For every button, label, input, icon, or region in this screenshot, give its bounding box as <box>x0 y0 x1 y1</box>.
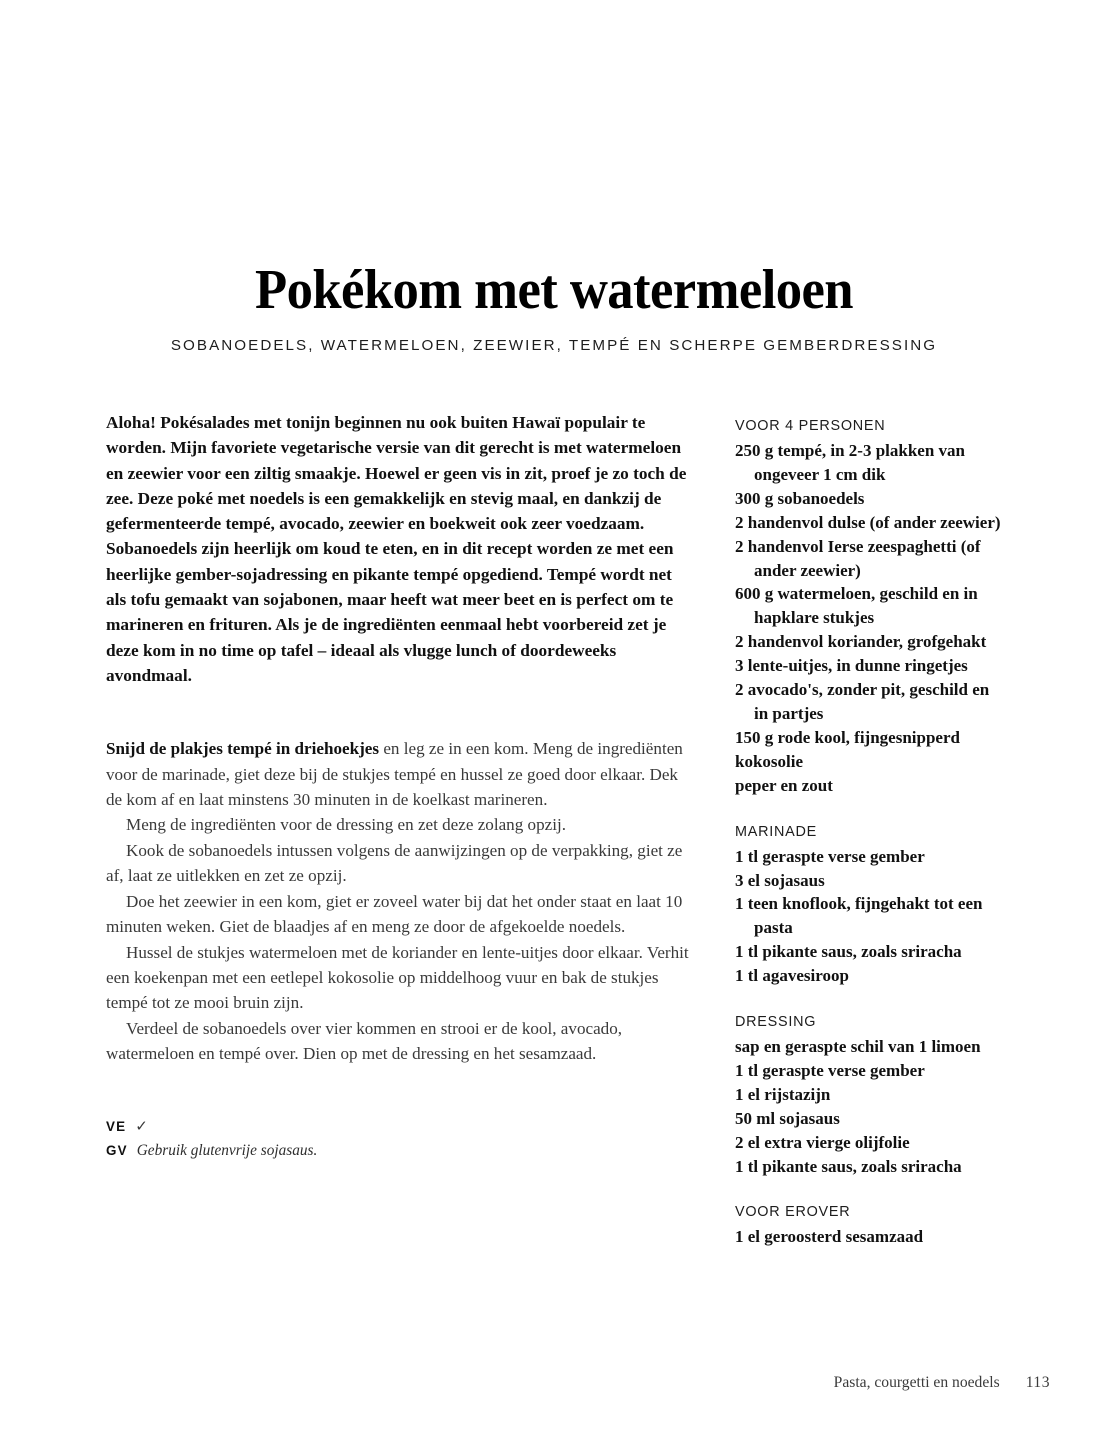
ingredient-item: 2 el extra vierge olijfolie <box>735 1132 910 1152</box>
ingredient-item: 1 teen knoflook, fijngehakt tot een pasta <box>735 894 983 938</box>
ingredient-item: 1 tl geraspte verse gember <box>735 846 925 866</box>
recipe-subtitle: SOBANOEDELS, WATERMELOEN, ZEEWIER, TEMPÉ EN SCHERPE GEMBERDRESSING <box>170 337 938 355</box>
method-step-text: Verdeel de sobanoedels over vier kommen en strooi er de kool, avocado, watermeloen en tempé over. Dien op met de dressing en het sesamzaad. <box>106 1018 623 1064</box>
ingredient-item: 2 handenvol dulse (of ander zeewier) <box>735 512 1001 532</box>
ingredient-list <box>735 845 1005 988</box>
ingredient-list <box>735 1225 1005 1249</box>
method-step <box>106 1016 692 1067</box>
method-step <box>106 736 692 812</box>
method-step-text: Kook de sobanoedels intussen volgens de aanwijzingen op de verpakking, giet ze af, laat ze uitlekken en zet ze opzij. <box>106 840 683 886</box>
ingredient-item: 300 g sobanoedels <box>735 488 865 508</box>
method-step <box>106 838 692 889</box>
ingredient-group <box>735 1204 1005 1249</box>
ingredient-list <box>735 1035 1005 1178</box>
method-step-lead-in: Snijd de plakjes tempé in driehoekjes <box>106 739 380 759</box>
vegan-code: VE <box>106 1118 127 1134</box>
ingredient-item: 2 handenvol koriander, grofgehakt <box>735 632 987 652</box>
method-step-text: Doe het zeewier in een kom, giet er zoveel water bij dat het onder staat en laat 10 minuten weken. Giet de blaadjes af en meng ze door de afgekoelde noedels. <box>106 891 683 937</box>
ingredient-item: 1 el geroosterd sesamzaad <box>735 1227 924 1247</box>
footer-page-number: 113 <box>1025 1374 1050 1391</box>
glutenfree-note: Gebruik glutenvrije sojasaus. <box>136 1141 318 1159</box>
method-step <box>106 812 692 837</box>
intro-paragraph: Aloha! Pokésalades met tonijn beginnen nu ook buiten Hawaï populair te worden. Mijn favoriete vegetarische versie van dit gerecht is met watermeloen en zeewier voor een ziltig smaakje. Hoewel er geen vis in zit, proef je zo toch de zee. Deze poké met noedels is een gemakkelijk en stevig maal, en dankzij de gefermenteerde tempé, avocado, zeewier en boekweit ook zeer voedzaam. Sobanoedels zijn heerlijk om koud te eten, en in dit recept worden ze met een heerlijke gember-sojadressing en pikante tempé opgediend. Tempé wordt net als tofu gemaakt van sojabonen, maar heeft wat meer beet en is perfect om te marineren en frituren. Als je de ingrediënten eenmaal hebt voorbereid zet je deze kom in no time op tafel – ideaal als vlugge lunch of doordeweeks avondmaal. <box>106 413 687 685</box>
ingredient-item: 2 avocado's, zonder pit, geschild en in partjes <box>735 680 990 723</box>
diet-row-vegan <box>106 1119 692 1135</box>
ingredient-group-heading: VOOR 4 PERSONEN <box>735 418 886 434</box>
ingredient-item: 1 tl agavesiroop <box>735 966 849 986</box>
ingredient-item: 150 g rode kool, fijngesnipperd <box>735 727 960 747</box>
method-step-text: Meng de ingrediënten voor de dressing en zet deze zolang opzij. <box>126 815 567 835</box>
footer-chapter: Pasta, courgetti en noedels <box>833 1374 1000 1391</box>
ingredient-item: 1 tl pikante saus, zoals sriracha <box>735 942 962 962</box>
ingredient-item: peper en zout <box>735 775 833 795</box>
ingredient-item: 1 tl pikante saus, zoals sriracha <box>735 1156 962 1176</box>
ingredient-group-heading: DRESSING <box>735 1014 817 1031</box>
ingredient-item: kokosolie <box>735 751 804 771</box>
diet-labels <box>106 1119 692 1160</box>
glutenfree-code: GV <box>106 1142 128 1158</box>
ingredient-item: 600 g watermeloen, geschild en in hapklare stukjes <box>735 584 978 628</box>
diet-row-glutenfree <box>106 1142 692 1160</box>
ingredient-group <box>735 1014 1005 1178</box>
method-step-text: en leg ze in een kom. Meng de ingrediënten voor de marinade, giet deze bij de stukjes tempé en hussel ze goed door elkaar. Dek de kom af en laat minstens 30 minuten in de koelkast marineren. <box>106 739 683 810</box>
ingredient-group <box>735 418 1005 798</box>
ingredient-item: 50 ml sojasaus <box>735 1108 840 1128</box>
page-title: Pokékom met watermeloen <box>254 259 854 321</box>
ingredient-item: 250 g tempé, in 2-3 plakken van ongeveer 1 cm dik <box>735 441 965 484</box>
ingredients-column <box>735 418 1005 1249</box>
ingredient-group <box>735 824 1005 988</box>
ingredient-item: 3 lente-uitjes, in dunne ringetjes <box>735 656 968 676</box>
ingredient-item: sap en geraspte schil van 1 limoen <box>735 1037 981 1057</box>
method-step-text: Hussel de stukjes watermeloen met de koriander en lente-uitjes door elkaar. Verhit een koekenpan met een eetlepel kokosolie op middelhoog vuur en bak de stukjes tempé tot ze mooi bruin zijn. <box>106 942 689 1013</box>
ingredient-group-heading: VOOR EROVER <box>735 1204 851 1221</box>
ingredient-item: 1 tl geraspte verse gember <box>735 1060 925 1080</box>
left-column <box>106 410 692 1167</box>
ingredient-item: 3 el sojasaus <box>735 870 825 890</box>
ingredient-group-heading: MARINADE <box>735 823 817 840</box>
check-icon: ✓ <box>135 1118 148 1135</box>
page-footer <box>834 1374 1050 1392</box>
ingredient-item: 1 el rijstazijn <box>735 1084 831 1104</box>
method-section <box>106 736 692 1066</box>
page-header <box>0 259 1108 355</box>
method-step <box>106 889 692 940</box>
method-step <box>106 940 692 1016</box>
ingredient-item: 2 handenvol Ierse zeespaghetti (of ander zeewier) <box>735 536 981 580</box>
ingredient-list <box>735 439 1005 798</box>
